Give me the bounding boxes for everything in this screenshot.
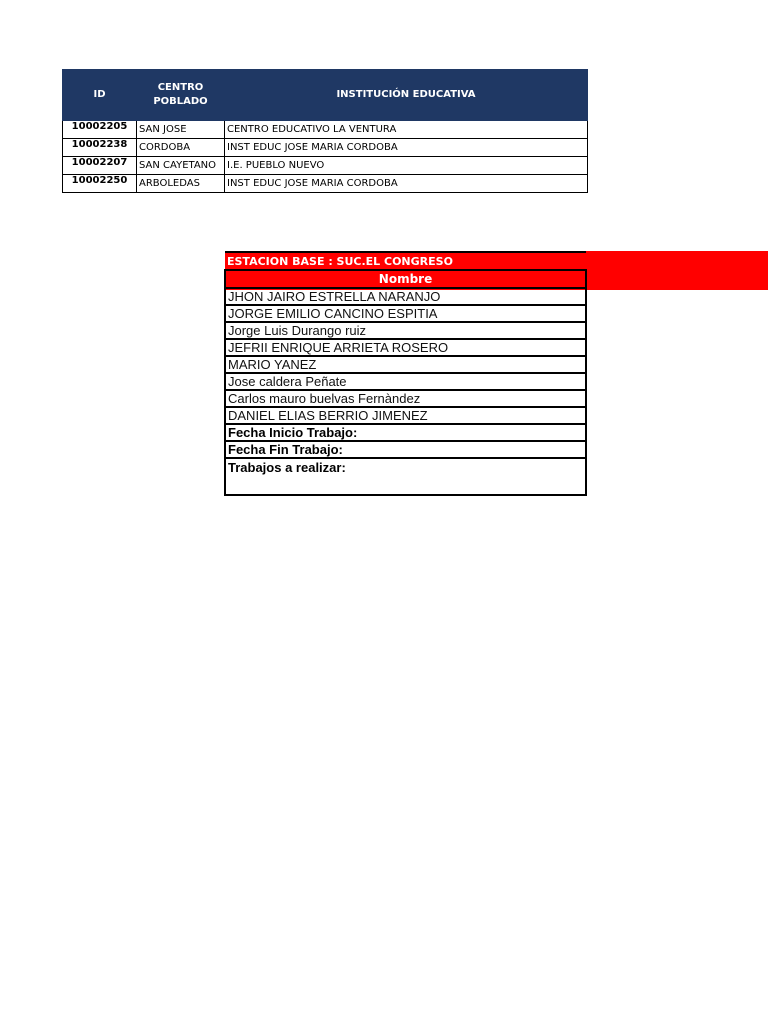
cell-id: 10002250 [63,175,137,193]
crew-member-name: Jose caldera Peñate [225,373,586,390]
crew-member-name: JEFRII ENRIQUE ARRIETA ROSERO [225,339,586,356]
cell-institucion: INST EDUC JOSE MARIA CORDOBA [225,175,588,193]
header-centro-line2: POBLADO [153,96,208,107]
cell-id: 10002238 [63,139,137,157]
table-row [63,157,588,175]
institutions-table [62,69,588,193]
cell-centro-poblado: ARBOLEDAS [137,175,225,193]
header-centro-line1: CENTRO [157,82,204,93]
station-label: ESTACION BASE : SUC.EL CONGRESO [225,252,586,270]
trabajos-label: Trabajos a realizar: [225,458,586,495]
crew-member-name: Carlos mauro buelvas Fernàndez [225,390,586,407]
cell-institucion: CENTRO EDUCATIVO LA VENTURA [225,121,588,139]
list-item [225,305,586,322]
header-centro-poblado [137,70,225,121]
cell-centro-poblado: SAN CAYETANO [137,157,225,175]
fecha-inicio-label: Fecha Inicio Trabajo: [225,424,586,441]
crew-member-name: JORGE EMILIO CANCINO ESPITIA [225,305,586,322]
fecha-fin-row [225,441,586,458]
list-item [225,322,586,339]
list-item [225,288,586,305]
trabajos-row [225,458,586,495]
list-item [225,373,586,390]
list-item [225,390,586,407]
fecha-inicio-row [225,424,586,441]
crew-table [224,251,587,496]
crew-member-name: Jorge Luis Durango ruiz [225,322,586,339]
crew-member-name: JHON JAIRO ESTRELLA NARANJO [225,288,586,305]
table-row [63,121,588,139]
table-row [63,139,588,157]
nombre-header-row [225,270,586,288]
list-item [225,407,586,424]
list-item [225,356,586,373]
cell-institucion: INST EDUC JOSE MARIA CORDOBA [225,139,588,157]
station-row [225,252,586,270]
cell-id: 10002205 [63,121,137,139]
cell-centro-poblado: SAN JOSE [137,121,225,139]
cell-id: 10002207 [63,157,137,175]
header-id: ID [63,70,137,121]
header-institucion-educativa: INSTITUCIÓN EDUCATIVA [225,70,588,121]
cell-institucion: I.E. PUEBLO NUEVO [225,157,588,175]
cell-centro-poblado: CORDOBA [137,139,225,157]
crew-member-name: DANIEL ELIAS BERRIO JIMENEZ [225,407,586,424]
list-item [225,339,586,356]
nombre-header: Nombre [225,270,586,288]
table-row [63,175,588,193]
fecha-fin-label: Fecha Fin Trabajo: [225,441,586,458]
crew-member-name: MARIO YANEZ [225,356,586,373]
institutions-header-row [63,70,588,121]
